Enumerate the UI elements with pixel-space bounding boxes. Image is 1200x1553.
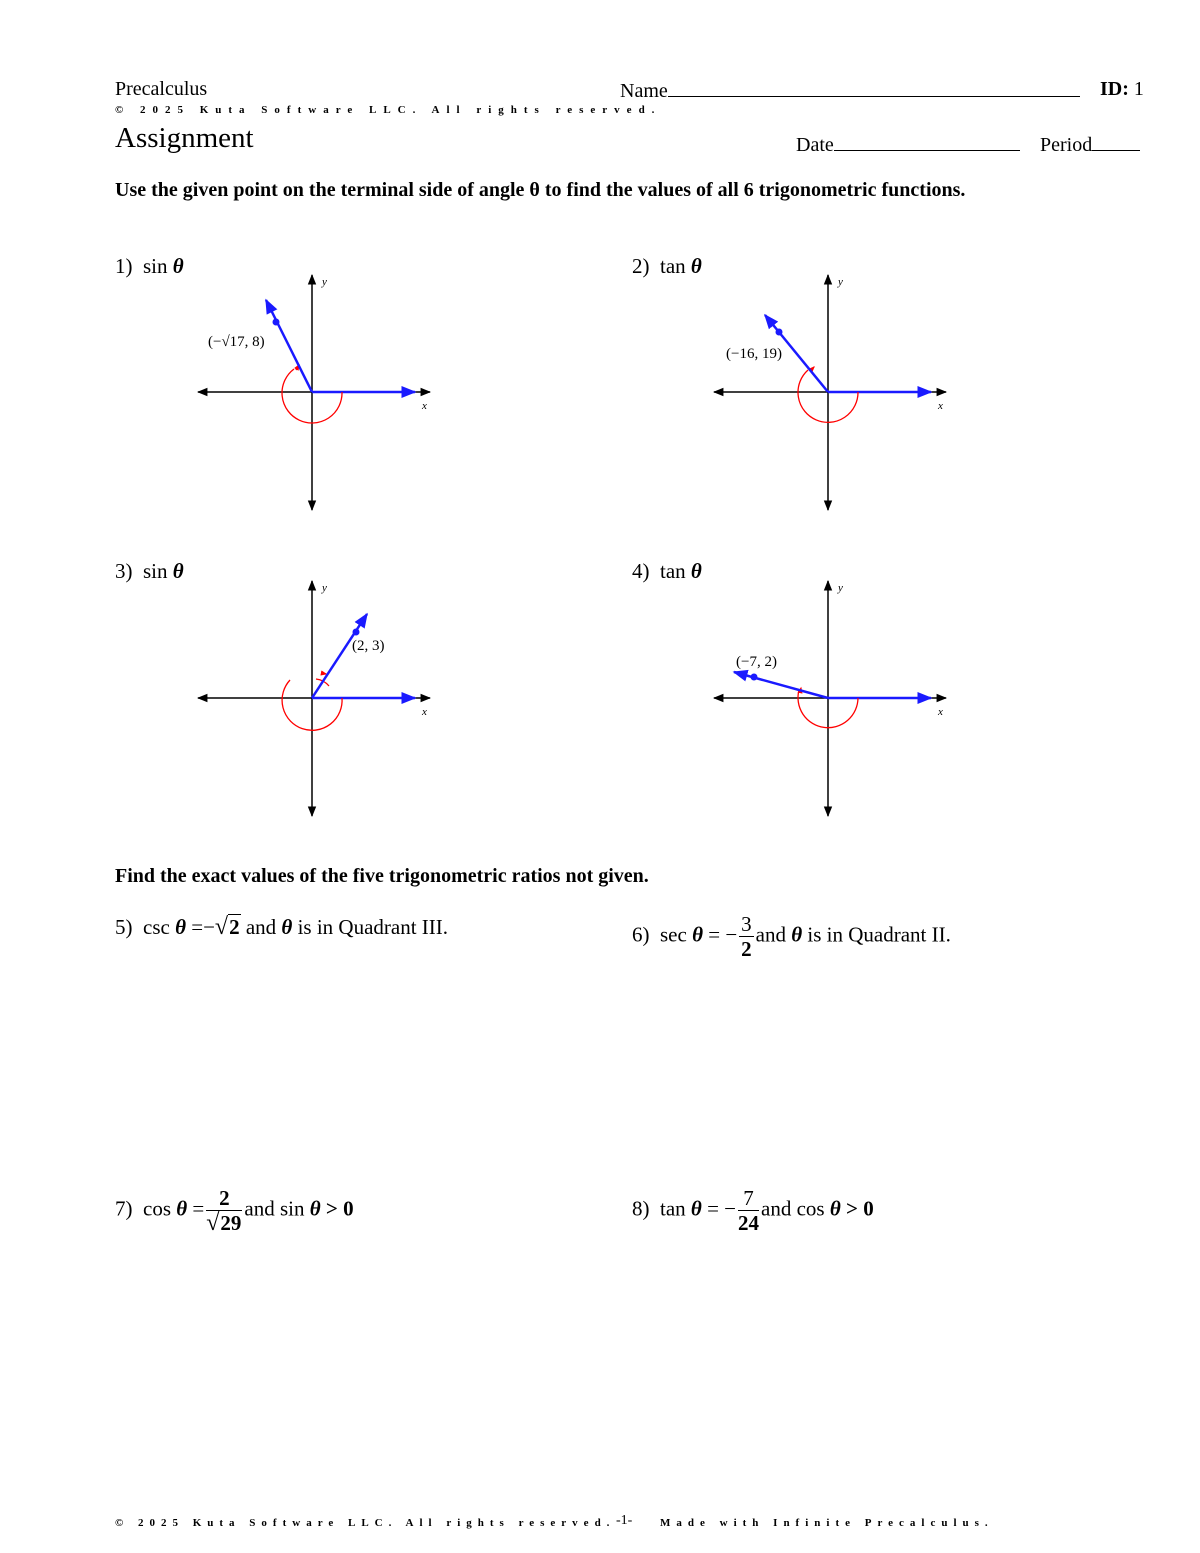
problem-5: 5) csc θ =−√2 and θ is in Quadrant III. bbox=[115, 914, 449, 940]
footer-copyright: © 2025 Kuta Software LLC. All rights reserved. bbox=[115, 1517, 616, 1529]
x-axis-label: x bbox=[938, 400, 943, 412]
point-label: (−16, 19) bbox=[726, 346, 782, 362]
date-field[interactable] bbox=[796, 132, 1020, 157]
point-label: (2, 3) bbox=[352, 638, 385, 654]
problem-7: 7) cos θ = $\frac{2}{√29}$ and sin θ > 0 bbox=[115, 1186, 354, 1236]
id-value: 1 bbox=[1133, 78, 1144, 100]
date-label: Date bbox=[796, 134, 834, 156]
period-line bbox=[1092, 132, 1140, 151]
x-axis-label: x bbox=[422, 706, 427, 718]
footer-made-with: Made with Infinite Precalculus. bbox=[660, 1517, 994, 1529]
id-label: ID: bbox=[1100, 78, 1129, 100]
problem-2-label: 2) tan θ bbox=[632, 254, 702, 278]
graph-problem-4 bbox=[706, 576, 956, 821]
section2-instruction: Find the exact values of the five trigonometric ratios not given. bbox=[115, 865, 649, 887]
period-field[interactable] bbox=[1040, 132, 1140, 157]
y-axis-label: y bbox=[322, 582, 327, 594]
page-number: -1- bbox=[616, 1513, 633, 1528]
terminal-side bbox=[312, 614, 367, 698]
page-title: Assignment bbox=[115, 122, 254, 154]
name-field[interactable] bbox=[620, 78, 1080, 103]
period-label: Period bbox=[1040, 134, 1093, 156]
y-axis-label: y bbox=[322, 276, 327, 288]
graph-problem-3 bbox=[190, 576, 440, 821]
date-line bbox=[834, 132, 1020, 151]
course-name: Precalculus bbox=[115, 78, 208, 100]
problem-8: 8) tan θ = − $\frac{7}{24}$ and cos θ > 0 bbox=[632, 1186, 874, 1235]
header-copyright: © 2025 Kuta Software LLC. All rights reserved. bbox=[115, 104, 662, 116]
problem-6: 6) sec θ = − $\frac{3}{2}$ and θ is in Quadrant II. bbox=[632, 912, 951, 961]
given-point bbox=[353, 629, 360, 636]
problem-1-label: 1) sin θ bbox=[115, 254, 184, 278]
graph-problem-2 bbox=[706, 270, 956, 515]
name-label: Name bbox=[620, 80, 668, 102]
section1-instruction: Use the given point on the terminal side of angle θ to find the values of all 6 trigonometric functions. bbox=[115, 179, 966, 201]
problem-3-label: 3) sin θ bbox=[115, 559, 184, 583]
given-point bbox=[751, 674, 758, 681]
arc-arrow bbox=[321, 673, 326, 674]
point-label: (−√17, 8) bbox=[208, 334, 265, 350]
x-axis-label: x bbox=[422, 400, 427, 412]
name-line bbox=[668, 78, 1080, 97]
problem-4-label: 4) tan θ bbox=[632, 559, 702, 583]
terminal-side bbox=[734, 672, 828, 698]
id-field bbox=[1100, 78, 1144, 101]
terminal-side bbox=[266, 300, 312, 392]
graph-problem-1 bbox=[190, 270, 440, 515]
x-axis-label: x bbox=[938, 706, 943, 718]
given-point bbox=[776, 329, 783, 336]
y-axis-label: y bbox=[838, 276, 843, 288]
point-label: (−7, 2) bbox=[736, 654, 777, 670]
given-point bbox=[273, 319, 280, 326]
y-axis-label: y bbox=[838, 582, 843, 594]
